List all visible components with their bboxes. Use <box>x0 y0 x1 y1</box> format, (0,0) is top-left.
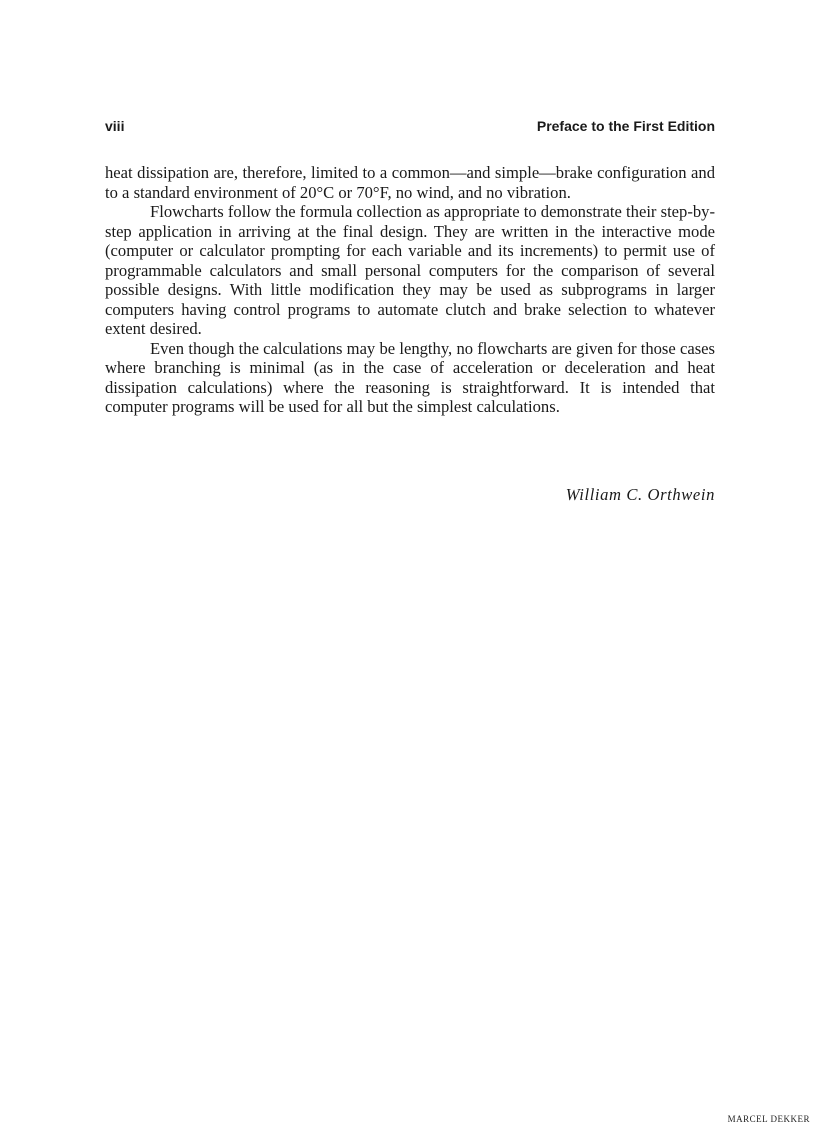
paragraph: Flowcharts follow the formula collection as appropriate to demonstrate their step-by-step application in arriving at the final design. They are written in the interactive mode (computer or calculator prompting for each variable and its increments) to permit use of programmable calculators and small personal computers for the comparison of several possible designs. With little modification they may be used as subprograms in larger computers having control programs to automate clutch and brake selection to whatever extent desired. <box>105 202 715 338</box>
page-number: viii <box>105 118 125 134</box>
author-signature: William C. Orthwein <box>565 485 715 504</box>
publisher-mark: MARCEL DEKKER <box>727 1114 810 1124</box>
running-header <box>105 118 715 134</box>
paragraph: heat dissipation are, therefore, limited to a common—and simple—brake configuration and to a standard environment of 20°C or 70°F, no wind, and no vibration. <box>105 163 715 202</box>
paragraph: Even though the calculations may be lengthy, no flowcharts are given for those cases where branching is minimal (as in the case of acceleration or deceleration and heat dissipation calculations) where the reasoning is straightforward. It is intended that computer programs will be used for all but the simplest calculations. <box>105 338 715 416</box>
running-title: Preface to the First Edition <box>536 118 715 134</box>
preface-body <box>105 163 715 417</box>
